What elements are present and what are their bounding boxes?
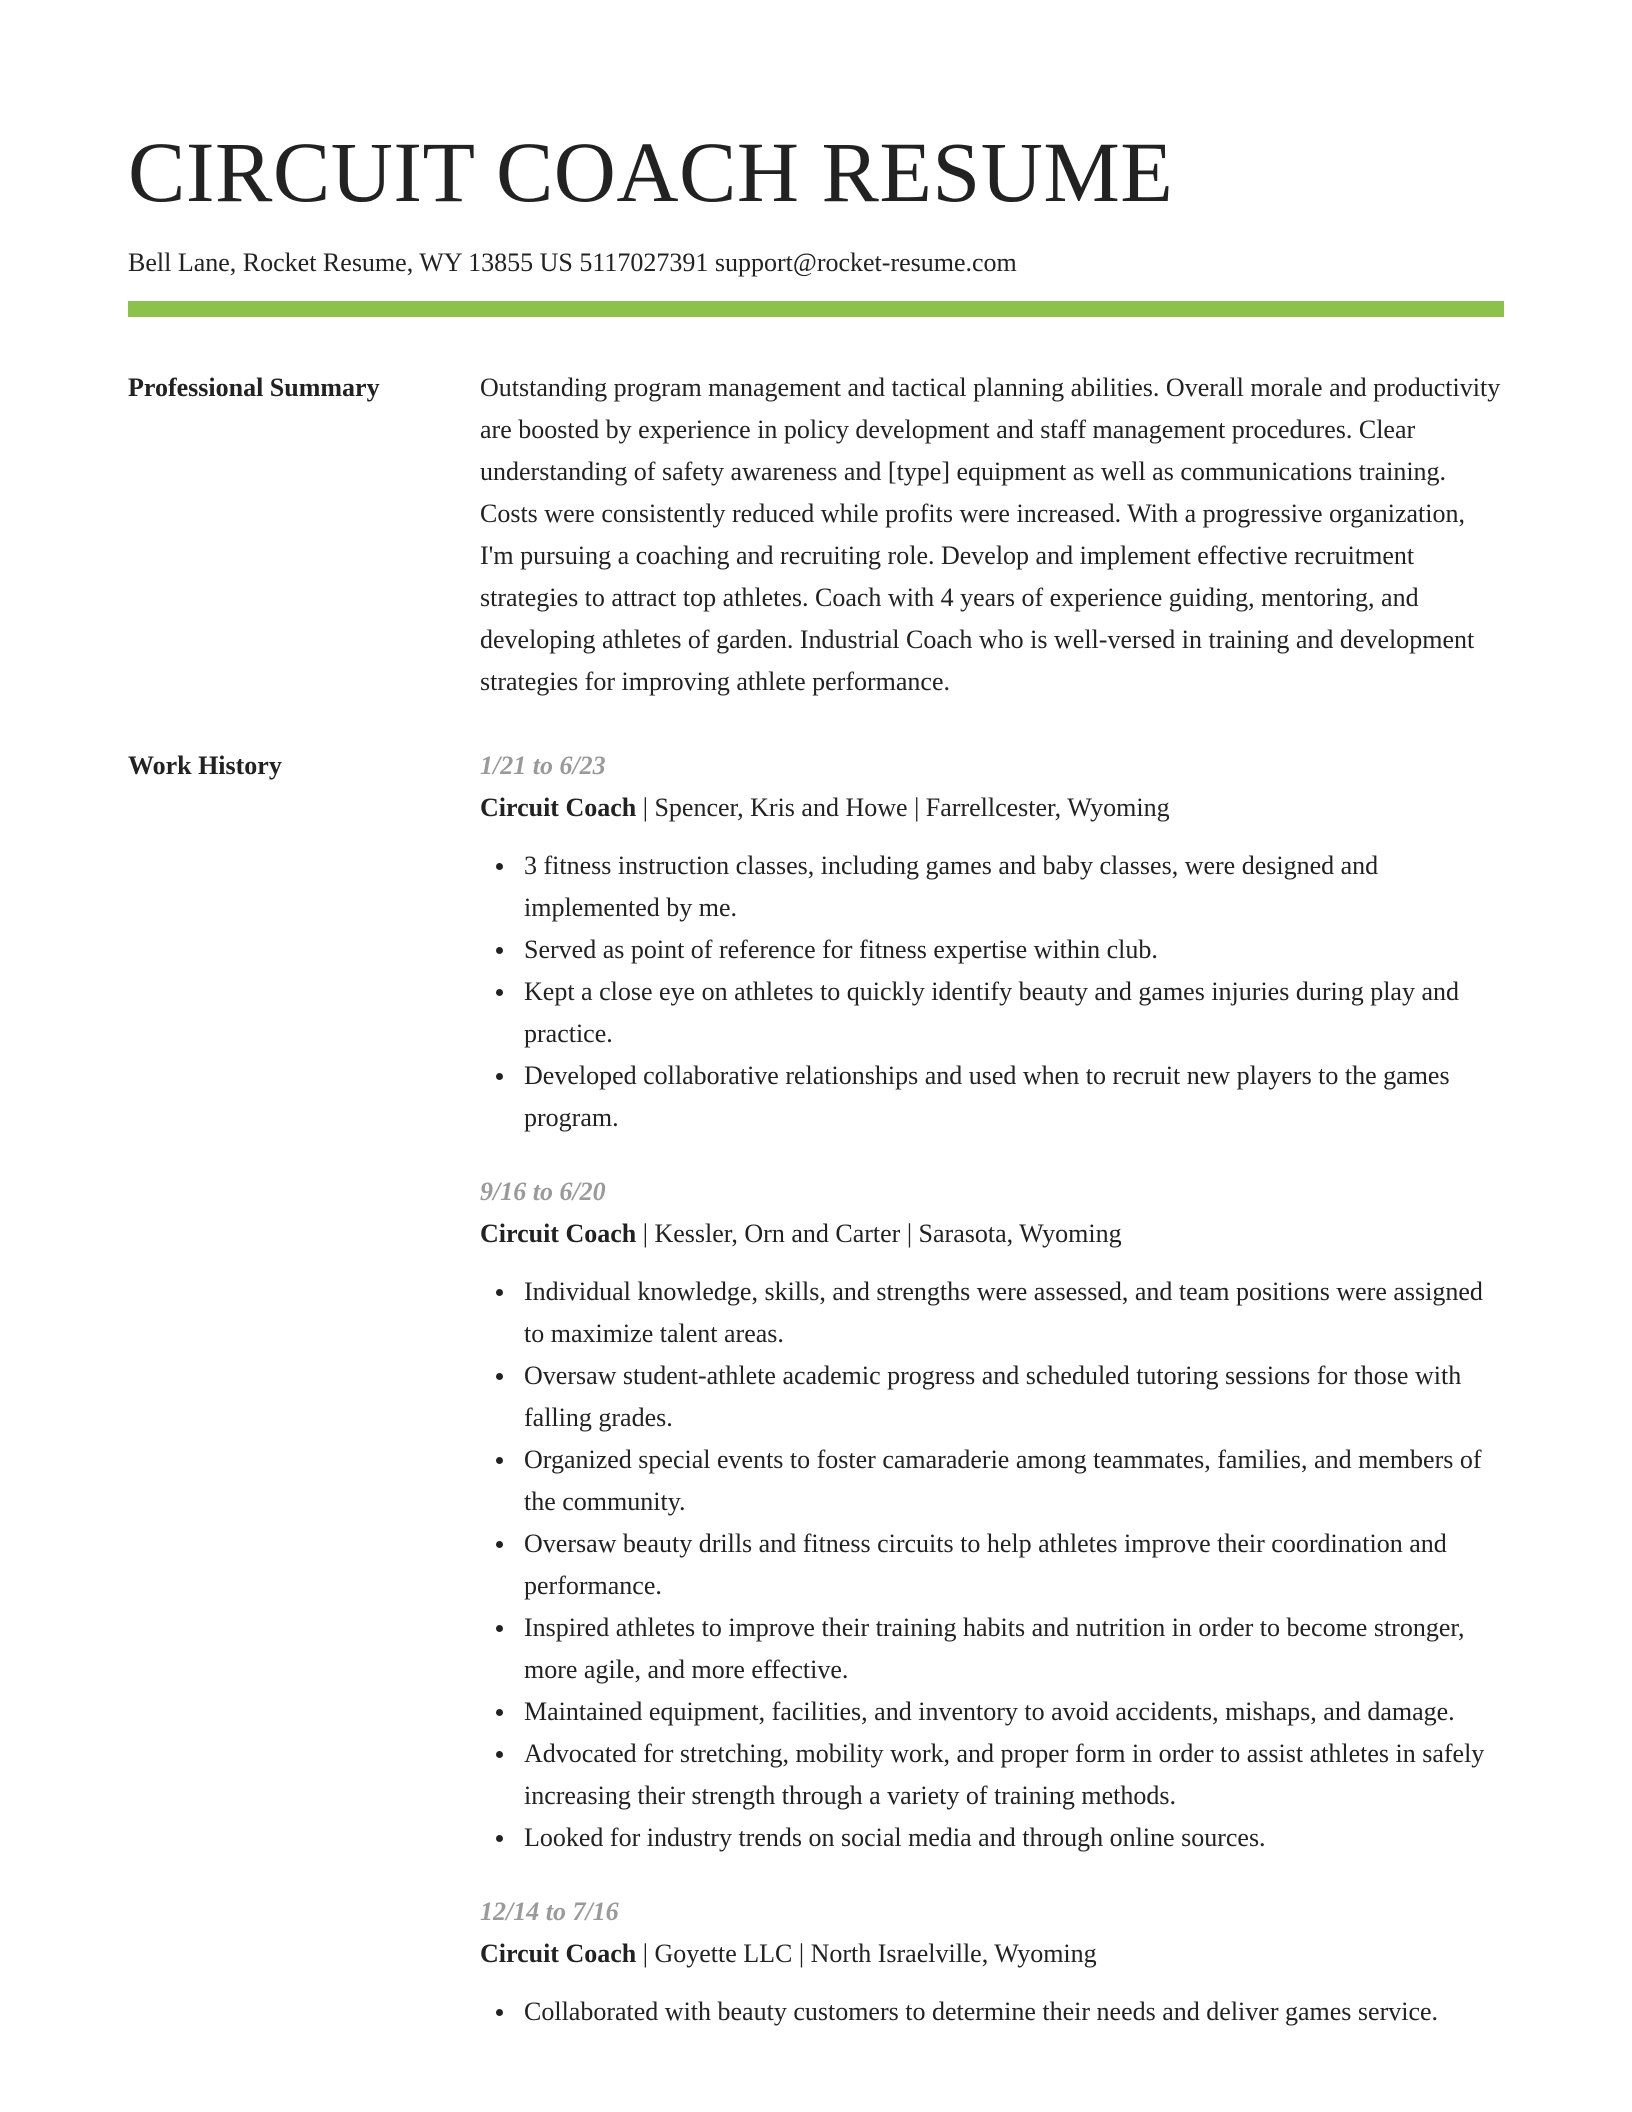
job-bullet (524, 1439, 1504, 1523)
job-entry (480, 1891, 1504, 2033)
job-bullet-text: Developed collaborative relationships and used when to recruit new players to the games program. (524, 1061, 1450, 1132)
bullet-icon (496, 1289, 503, 1296)
job-bullet-text: Oversaw student-athlete academic progress and scheduled tutoring sessions for those with falling grades. (524, 1361, 1462, 1432)
bullet-icon (496, 947, 503, 954)
job-bullet-text: Inspired athletes to improve their training habits and nutrition in order to become stronger, more agile, and more effective. (524, 1613, 1465, 1684)
separator (900, 1219, 918, 1248)
job-heading (480, 787, 1504, 829)
job-bullet-text: Collaborated with beauty customers to determine their needs and deliver games service. (524, 1997, 1439, 2026)
job-bullets (480, 1991, 1504, 2033)
summary-text: Outstanding program management and tactical planning abilities. Overall morale and productivity are boosted by experience in policy development and staff management procedures. Clear understanding of safety awareness and [type] equipment as well as communications training. Costs were consistently reduced while profits were increased. With a progressive organization, I'm pursuing a coaching and recruiting role. Develop and implement effective recruitment strategies to attract top athletes. Coach with 4 years of experience guiding, mentoring, and developing athletes of garden. Industrial Coach who is well-versed in training and development strategies for improving athlete performance. (480, 373, 1501, 696)
job-location: North Israelville, Wyoming (810, 1939, 1097, 1968)
bullet-icon (496, 2009, 503, 2016)
job-title: Circuit Coach (480, 1219, 637, 1248)
job-entry (480, 745, 1504, 1139)
summary-heading: Professional Summary (128, 373, 380, 402)
job-bullet (524, 1733, 1504, 1817)
job-bullet-text: Organized special events to foster camaraderie among teammates, families, and members of the community. (524, 1445, 1482, 1516)
job-bullet (524, 1355, 1504, 1439)
job-bullet (524, 1055, 1504, 1139)
bullet-icon (496, 1709, 503, 1716)
job-bullet-text: Looked for industry trends on social media and through online sources. (524, 1823, 1266, 1852)
job-entry (480, 1171, 1504, 1859)
header-divider (128, 301, 1504, 317)
resume-page (128, 0, 1504, 2033)
separator (792, 1939, 810, 1968)
bullet-icon (496, 863, 503, 870)
contact-phone: 5117027391 (579, 248, 709, 277)
bullet-icon (496, 1751, 503, 1758)
bullet-icon (496, 1457, 503, 1464)
job-dates: 1/21 to 6/23 (480, 751, 606, 780)
job-location: Sarasota, Wyoming (918, 1219, 1122, 1248)
job-location: Farrellcester, Wyoming (925, 793, 1170, 822)
work-history-list (480, 745, 1504, 2033)
job-title: Circuit Coach (480, 793, 637, 822)
contact-email: support@rocket-resume.com (714, 248, 1017, 277)
job-company: Kessler, Orn and Carter (654, 1219, 901, 1248)
job-bullet-text: Individual knowledge, skills, and strengths were assessed, and team positions were assigned to maximize talent areas. (524, 1277, 1483, 1348)
bullet-icon (496, 1835, 503, 1842)
job-bullets (480, 1271, 1504, 1859)
bullet-icon (496, 1073, 503, 1080)
job-bullet (524, 929, 1504, 971)
job-bullet-text: Maintained equipment, facilities, and inventory to avoid accidents, mishaps, and damage. (524, 1697, 1455, 1726)
summary-section (128, 367, 1504, 703)
job-bullet-text: 3 fitness instruction classes, including games and baby classes, were designed and implemented by me. (524, 851, 1379, 922)
job-title: Circuit Coach (480, 1939, 637, 1968)
job-bullet (524, 1991, 1504, 2033)
job-bullet-text: Kept a close eye on athletes to quickly identify beauty and games injuries during play and practice. (524, 977, 1460, 1048)
separator (908, 793, 926, 822)
work-history-heading: Work History (128, 751, 282, 780)
bullet-icon (496, 1541, 503, 1548)
separator (636, 793, 654, 822)
bullet-icon (496, 989, 503, 996)
job-bullet (524, 971, 1504, 1055)
job-bullets (480, 845, 1504, 1139)
separator (636, 1219, 654, 1248)
job-bullet (524, 1817, 1504, 1859)
job-company: Goyette LLC (654, 1939, 793, 1968)
bullet-icon (496, 1373, 503, 1380)
job-bullet (524, 845, 1504, 929)
contact-address: Bell Lane, Rocket Resume, WY 13855 US (128, 248, 573, 277)
job-bullet (524, 1271, 1504, 1355)
job-dates: 9/16 to 6/20 (480, 1177, 606, 1206)
job-bullet (524, 1691, 1504, 1733)
job-bullet (524, 1523, 1504, 1607)
resume-title: CIRCUIT COACH RESUME (128, 124, 1174, 220)
job-bullet (524, 1607, 1504, 1691)
job-heading (480, 1213, 1504, 1255)
work-history-section (128, 745, 1504, 2033)
job-dates: 12/14 to 7/16 (480, 1897, 619, 1926)
job-bullet-text: Oversaw beauty drills and fitness circuits to help athletes improve their coordination and performance. (524, 1529, 1447, 1600)
job-bullet-text: Served as point of reference for fitness expertise within club. (524, 935, 1158, 964)
job-bullet-text: Advocated for stretching, mobility work, and proper form in order to assist athletes in safely increasing their strength through a variety of training methods. (524, 1739, 1485, 1810)
separator (636, 1939, 654, 1968)
bullet-icon (496, 1625, 503, 1632)
job-heading (480, 1933, 1504, 1975)
contact-line (128, 247, 1504, 279)
job-company: Spencer, Kris and Howe (654, 793, 908, 822)
